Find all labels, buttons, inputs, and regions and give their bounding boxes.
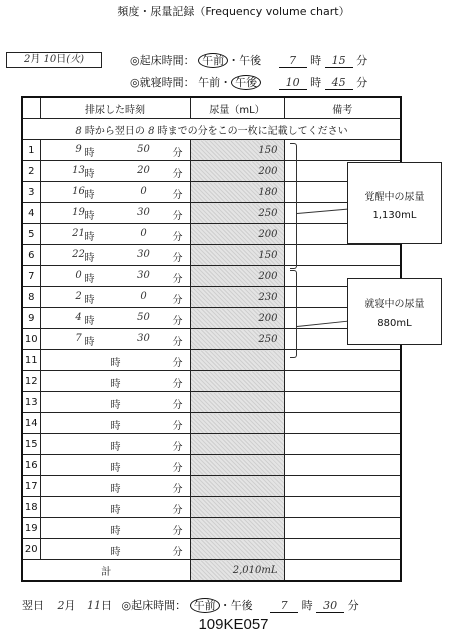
next-hour-label: 時 [301, 599, 313, 612]
month-label: 月 [30, 54, 41, 65]
time-cell[interactable] [40, 161, 190, 182]
awake-volume-callout [347, 162, 442, 244]
table-row [22, 392, 401, 413]
next-month-label: 月 [64, 599, 76, 612]
minute-label: 分 [172, 190, 183, 201]
hour-value: 21 [72, 228, 85, 239]
hour-label: 時 [84, 337, 95, 348]
sleep-hour[interactable]: 10 [279, 76, 307, 90]
hour-label: 時 [84, 169, 95, 180]
instruction-pre: 時から翌日の [84, 125, 145, 137]
wake-am-circled[interactable]: 午前 [198, 53, 228, 68]
sleep-pm-circled[interactable]: 午後 [231, 75, 261, 90]
volume-cell[interactable] [190, 497, 284, 518]
row-number: 15 [22, 434, 40, 455]
time-cell[interactable] [40, 140, 190, 161]
hour-label: 時 [84, 190, 95, 201]
volume-cell[interactable] [190, 539, 284, 560]
minute-label: 分 [172, 253, 183, 264]
table-row [22, 287, 401, 308]
header-volume: 尿量（mL） [190, 97, 284, 119]
row-number: 6 [22, 245, 40, 266]
sleep-time-line [130, 74, 367, 90]
header-no [22, 97, 40, 119]
wake-label: ◎起床時間： [130, 54, 195, 67]
hour-label: 時 [84, 232, 95, 243]
instruction-row [22, 119, 401, 140]
time-cell[interactable] [40, 308, 190, 329]
minute-value: 0 [140, 186, 147, 197]
row-number: 17 [22, 476, 40, 497]
hour-value: 9 [75, 144, 82, 155]
time-cell[interactable] [40, 224, 190, 245]
minute-label: 分 [172, 463, 183, 474]
wake-time-line [130, 52, 367, 68]
next-day-day[interactable]: 11 [87, 599, 101, 612]
table-row [22, 455, 401, 476]
row-number: 11 [22, 350, 40, 371]
total-volume: 2,010mL [190, 560, 284, 582]
hour-label: 時 [84, 211, 95, 222]
notes-cell[interactable] [284, 140, 401, 161]
sleep-callout-title: 就寝中の尿量 [364, 299, 425, 310]
notes-cell[interactable] [284, 539, 401, 560]
table-row [22, 434, 401, 455]
date-month: 2 [23, 54, 31, 65]
sleep-am[interactable]: 午前 [198, 76, 221, 89]
sleep-bracket [290, 270, 297, 358]
volume-cell[interactable]: 200 [190, 266, 284, 287]
table-row [22, 329, 401, 350]
table-row [22, 539, 401, 560]
row-number: 19 [22, 518, 40, 539]
volume-cell[interactable]: 230 [190, 287, 284, 308]
table-row [22, 203, 401, 224]
minute-label: 分 [172, 358, 183, 369]
notes-cell[interactable] [284, 518, 401, 539]
notes-cell[interactable] [284, 476, 401, 497]
total-notes [284, 560, 401, 582]
table-row [22, 371, 401, 392]
minute-value: 20 [137, 165, 150, 176]
time-cell[interactable] [40, 371, 190, 392]
row-number: 9 [22, 308, 40, 329]
table-row [22, 308, 401, 329]
hour-value: 13 [72, 165, 85, 176]
minute-label: 分 [172, 232, 183, 243]
volume-cell[interactable] [190, 434, 284, 455]
hour-label: 時 [84, 274, 95, 285]
hour-label: 時 [84, 295, 95, 306]
header-time: 排尿した時刻 [40, 97, 190, 119]
wake-minute[interactable]: 15 [325, 54, 353, 68]
header-notes: 備考 [284, 97, 401, 119]
volume-cell[interactable]: 180 [190, 182, 284, 203]
minute-label: 分 [172, 547, 183, 558]
time-cell[interactable] [40, 539, 190, 560]
minute-label: 分 [172, 484, 183, 495]
minute-value: 50 [137, 312, 150, 323]
row-number: 16 [22, 455, 40, 476]
document-code: 109KE057 [198, 616, 269, 633]
hour-value: 7 [75, 333, 82, 344]
minute-value: 30 [137, 270, 150, 281]
next-sep: ・ [219, 599, 231, 612]
row-number: 18 [22, 497, 40, 518]
notes-cell[interactable] [284, 245, 401, 266]
awake-callout-value: 1,130mL [372, 210, 417, 221]
minute-label: 分 [172, 211, 183, 222]
table-header-row [22, 97, 401, 119]
instruction-text [22, 119, 401, 140]
table-row [22, 350, 401, 371]
hour-label: 時 [110, 421, 121, 432]
row-number: 14 [22, 413, 40, 434]
row-number: 2 [22, 161, 40, 182]
minute-label: 分 [172, 316, 183, 327]
hour-label: 時 [84, 253, 95, 264]
date-day: 10 [43, 54, 57, 65]
sleep-minute[interactable]: 45 [325, 76, 353, 90]
hour-label: 時 [110, 379, 121, 390]
minute-label: 分 [172, 379, 183, 390]
volume-cell[interactable] [190, 518, 284, 539]
hour-value: 16 [72, 186, 85, 197]
volume-cell[interactable]: 200 [190, 161, 284, 182]
minute-label: 分 [172, 148, 183, 159]
minute-label: 分 [172, 505, 183, 516]
hour-label: 時 [84, 148, 95, 159]
hour-value: 4 [75, 312, 82, 323]
table-row [22, 140, 401, 161]
time-cell[interactable] [40, 392, 190, 413]
table-row [22, 266, 401, 287]
total-row [22, 560, 401, 582]
next-day-line [22, 597, 359, 613]
date-weekday: (火) [66, 54, 85, 65]
page-title: 頻度・尿量記録（Frequency volume chart） [117, 5, 350, 18]
time-cell[interactable] [40, 287, 190, 308]
wake-pm[interactable]: 午後 [239, 54, 262, 67]
volume-cell[interactable]: 150 [190, 245, 284, 266]
volume-cell[interactable] [190, 455, 284, 476]
minute-label: 分 [172, 337, 183, 348]
time-cell[interactable] [40, 434, 190, 455]
hour-label: 時 [110, 463, 121, 474]
hour-value: 0 [75, 270, 82, 281]
minute-value: 30 [137, 207, 150, 218]
next-pm[interactable]: 午後 [230, 599, 253, 612]
notes-cell[interactable] [284, 497, 401, 518]
table-row [22, 497, 401, 518]
next-wake-hour[interactable]: 7 [270, 599, 298, 613]
minute-value: 50 [137, 144, 150, 155]
awake-callout-title: 覚醒中の尿量 [364, 192, 425, 203]
minute-value: 30 [137, 249, 150, 260]
date-box[interactable] [6, 52, 102, 68]
hour-value: 22 [72, 249, 85, 260]
table-row [22, 413, 401, 434]
minute-label: 分 [172, 400, 183, 411]
volume-cell[interactable]: 250 [190, 329, 284, 350]
row-number: 3 [22, 182, 40, 203]
row-number: 13 [22, 392, 40, 413]
row-number: 7 [22, 266, 40, 287]
table-row [22, 245, 401, 266]
instruction-start-hour: 8 [75, 125, 82, 137]
minute-value: 30 [137, 333, 150, 344]
minute-label: 分 [172, 442, 183, 453]
total-label: 計 [22, 560, 190, 582]
hour-label: 時 [110, 526, 121, 537]
notes-cell[interactable] [284, 371, 401, 392]
notes-cell[interactable] [284, 392, 401, 413]
notes-cell[interactable] [284, 413, 401, 434]
volume-cell[interactable] [190, 350, 284, 371]
table-row [22, 182, 401, 203]
instruction-end-hour: 8 [148, 125, 155, 137]
time-cell[interactable] [40, 182, 190, 203]
hour-value: 2 [75, 291, 82, 302]
table-row [22, 476, 401, 497]
next-minute-label: 分 [347, 599, 359, 612]
volume-cell[interactable]: 250 [190, 203, 284, 224]
next-am-circled[interactable]: 午前 [190, 598, 220, 613]
table-row [22, 518, 401, 539]
next-wake-label: ◎起床時間： [121, 599, 187, 612]
volume-cell[interactable] [190, 476, 284, 497]
time-cell[interactable] [40, 203, 190, 224]
hour-value: 19 [72, 207, 85, 218]
volume-cell[interactable]: 150 [190, 140, 284, 161]
time-cell[interactable] [40, 413, 190, 434]
hour-label: 時 [110, 442, 121, 453]
time-cell[interactable] [40, 476, 190, 497]
awake-bracket [290, 143, 297, 269]
minute-label: 分 [172, 274, 183, 285]
next-day-label-suffix: 日 [101, 599, 112, 612]
volume-cell[interactable] [190, 413, 284, 434]
wake-hour-label: 時 [310, 54, 322, 67]
hour-label: 時 [84, 316, 95, 327]
time-cell[interactable] [40, 329, 190, 350]
table-row [22, 224, 401, 245]
voiding-log-table [21, 96, 402, 582]
row-number: 20 [22, 539, 40, 560]
notes-cell[interactable] [284, 455, 401, 476]
row-number: 12 [22, 371, 40, 392]
next-day-label: 翌日 [22, 599, 44, 612]
minute-value: 0 [140, 291, 147, 302]
time-cell[interactable] [40, 266, 190, 287]
sleep-hour-label: 時 [310, 76, 322, 89]
volume-cell[interactable] [190, 392, 284, 413]
sleep-volume-callout [347, 278, 442, 345]
time-cell[interactable] [40, 455, 190, 476]
sleep-label: ◎就寝時間： [130, 76, 195, 89]
day-label: 日 [56, 54, 67, 65]
volume-cell[interactable]: 200 [190, 224, 284, 245]
sleep-minute-label: 分 [356, 76, 368, 89]
volume-cell[interactable] [190, 371, 284, 392]
hour-label: 時 [110, 505, 121, 516]
row-number: 8 [22, 287, 40, 308]
time-cell[interactable] [40, 497, 190, 518]
minute-label: 分 [172, 526, 183, 537]
sleep-callout-value: 880mL [377, 318, 412, 329]
instruction-post: 時までの分をこの一枚に記載してください [157, 125, 348, 137]
minute-label: 分 [172, 295, 183, 306]
row-number: 5 [22, 224, 40, 245]
wake-sep: ・ [228, 54, 240, 67]
time-cell[interactable] [40, 518, 190, 539]
minute-value: 0 [140, 228, 147, 239]
table-row [22, 161, 401, 182]
wake-minute-label: 分 [356, 54, 368, 67]
hour-label: 時 [110, 547, 121, 558]
time-cell[interactable] [40, 350, 190, 371]
row-number: 4 [22, 203, 40, 224]
hour-label: 時 [110, 358, 121, 369]
hour-label: 時 [110, 400, 121, 411]
row-number: 10 [22, 329, 40, 350]
hour-label: 時 [110, 484, 121, 495]
row-number: 1 [22, 140, 40, 161]
minute-label: 分 [172, 169, 183, 180]
wake-hour[interactable]: 7 [279, 54, 307, 68]
notes-cell[interactable] [284, 434, 401, 455]
time-cell[interactable] [40, 245, 190, 266]
sleep-sep: ・ [220, 76, 232, 89]
volume-cell[interactable]: 200 [190, 308, 284, 329]
next-wake-minute[interactable]: 30 [316, 599, 344, 613]
next-day-month[interactable]: 2 [57, 599, 65, 612]
notes-cell[interactable] [284, 350, 401, 371]
minute-label: 分 [172, 421, 183, 432]
